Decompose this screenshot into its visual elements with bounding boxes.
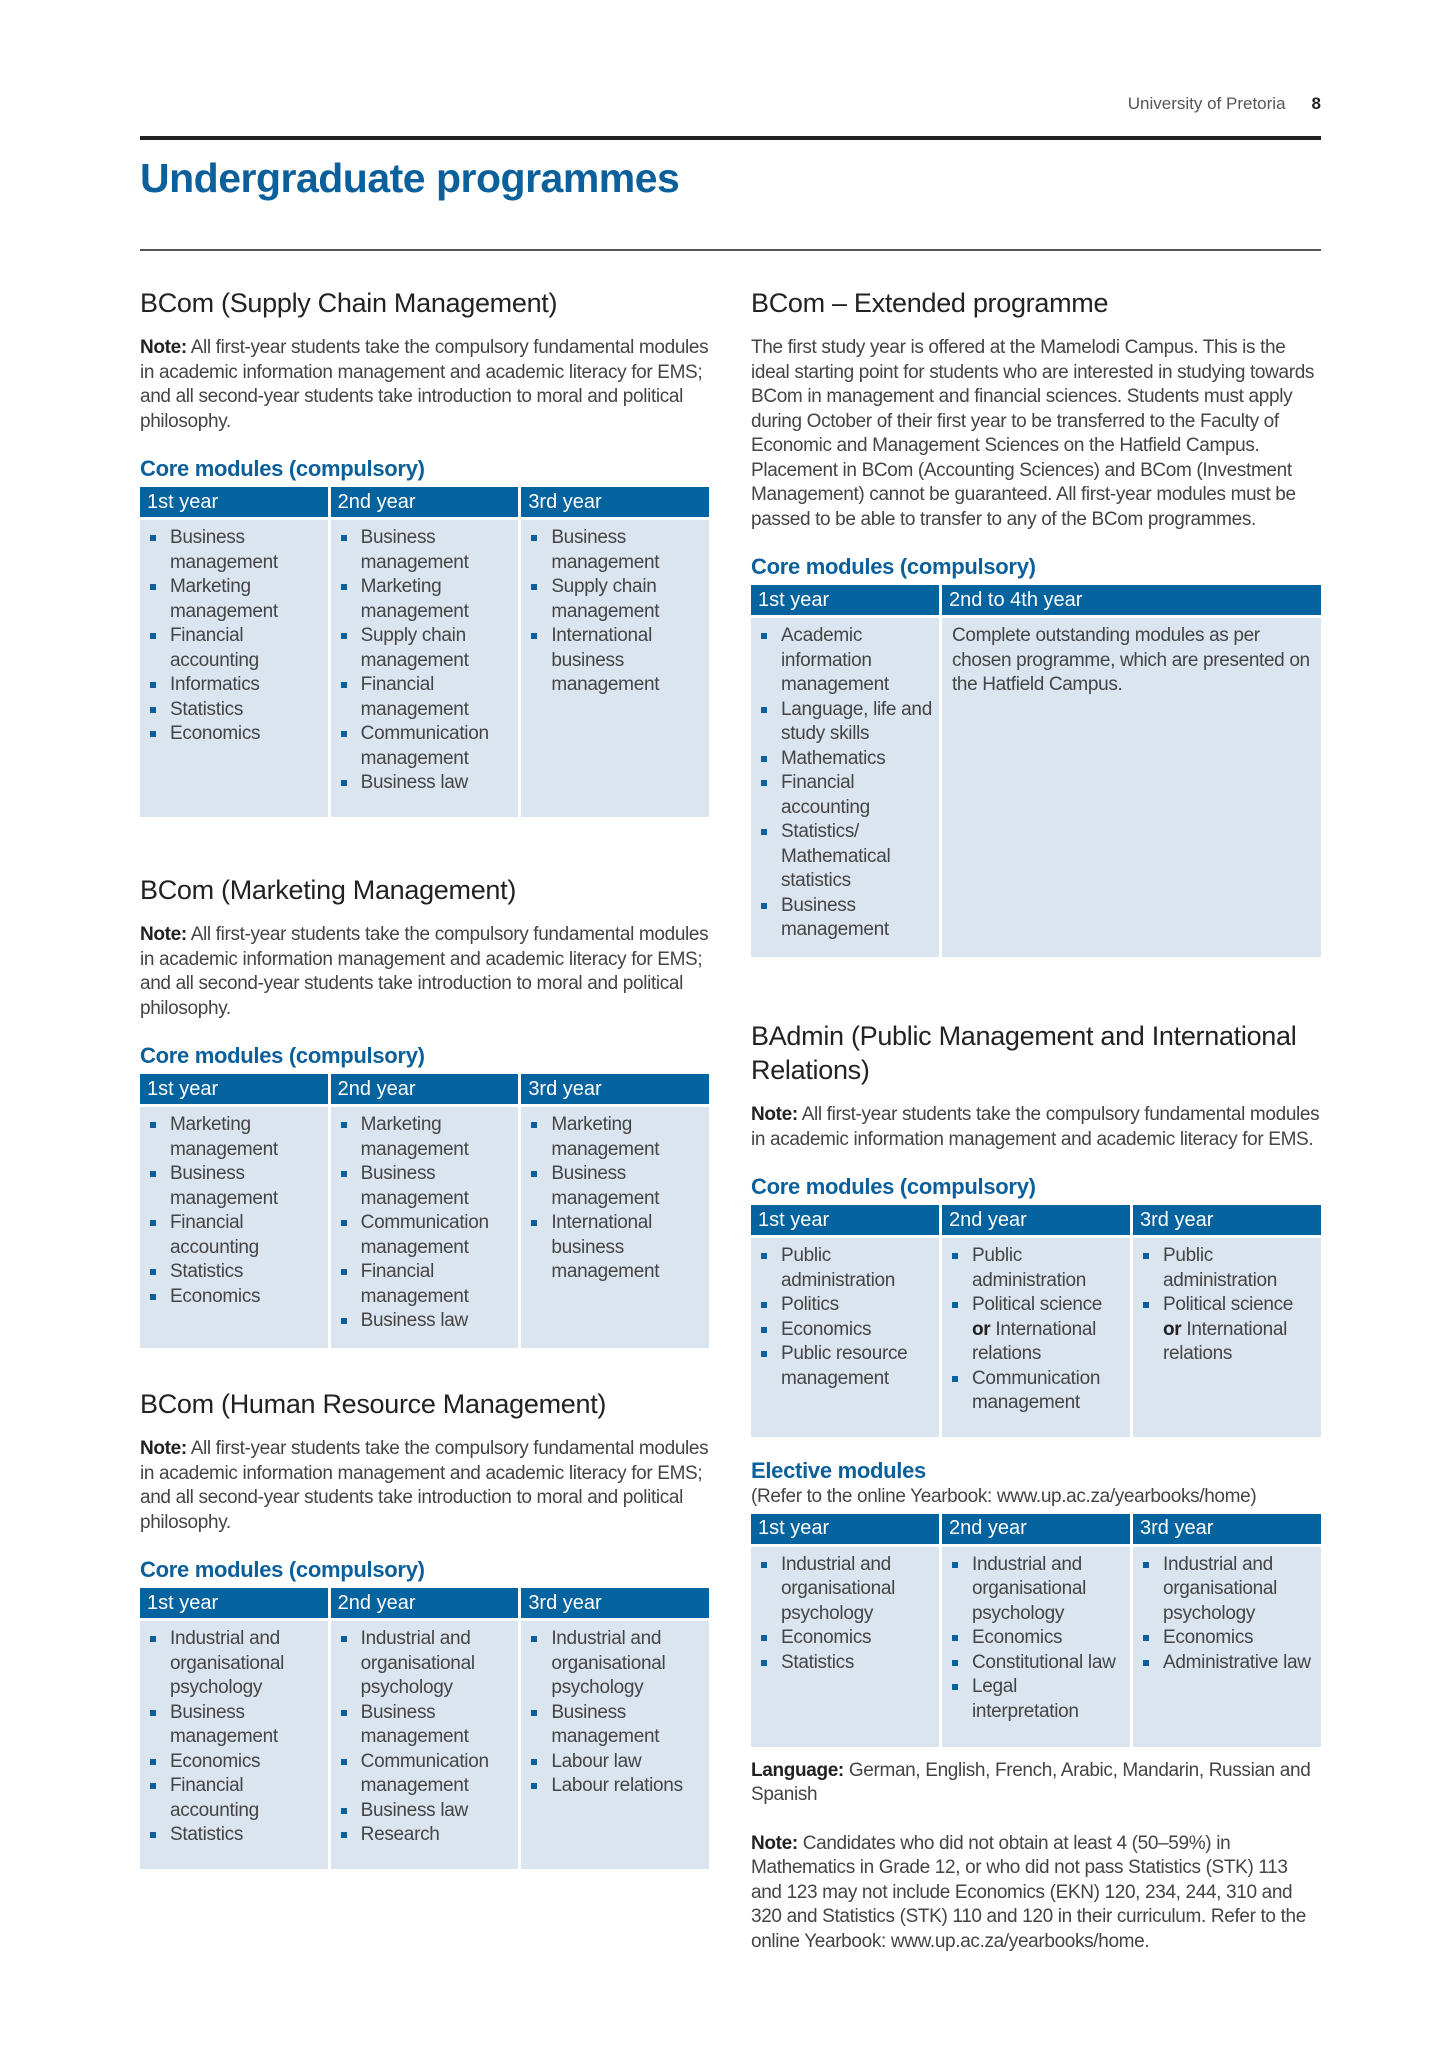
module-item: Political science or International relations <box>1139 1293 1315 1367</box>
section-note: Note: All first-year students take the compulsory fundamental modules in academic information management and academic literacy for EMS. <box>751 1104 1320 1150</box>
section-heading: BCom (Supply Chain Management) <box>140 288 558 318</box>
core-modules-table <box>748 1205 1324 1437</box>
section-hrm <box>140 1387 709 1869</box>
core-modules-label: Core modules (compulsory) <box>751 1174 1036 1199</box>
cell-text: Complete outstanding modules as per chosen programme, which are presented on the Hatfield Campus. <box>952 625 1310 695</box>
module-item: Industrial and organisational psychology <box>146 1627 322 1701</box>
module-item: Informatics <box>146 673 322 698</box>
page-number: 8 <box>1311 94 1321 113</box>
module-item: Marketing management <box>527 1113 703 1162</box>
module-item: Legal interpretation <box>948 1675 1124 1724</box>
module-item: Business management <box>527 1701 703 1750</box>
module-list <box>337 1113 513 1334</box>
module-item: Economics <box>146 722 322 747</box>
module-list <box>1139 1553 1315 1676</box>
core-modules-table <box>137 487 712 817</box>
module-list <box>146 1113 322 1309</box>
core-modules-label: Core modules (compulsory) <box>140 456 425 481</box>
module-item: Economics <box>757 1318 933 1343</box>
module-item: Financial accounting <box>146 624 322 673</box>
final-note: Note: Candidates who did not obtain at least 4 (50–59%) in Mathematics in Grade 12, or who did not pass Statistics (STK) 113 and 123 may not include Economics (EKN) 120, 234, 244, 310 and 320 and Statistics (STK) 110 and 120 in their curriculum. Refer to the online Yearbook: www.up.ac.za/yearbooks/home. <box>751 1832 1306 1952</box>
table-cell <box>942 1238 1130 1437</box>
module-list <box>146 526 322 747</box>
section-marketing <box>140 873 709 1348</box>
module-list <box>527 1113 703 1285</box>
column-header: 3rd year <box>521 487 709 520</box>
module-item: Political science or International relations <box>948 1293 1124 1367</box>
module-item: Statistics <box>146 1260 322 1285</box>
module-item: Communication management <box>337 722 513 771</box>
module-item: Economics <box>146 1750 322 1775</box>
column-header: 1st year <box>140 1074 328 1107</box>
module-item: Public administration <box>948 1244 1124 1293</box>
module-item: Communication management <box>948 1367 1124 1416</box>
language-note: Language: German, English, French, Arabic, Mandarin, Russian and Spanish <box>751 1759 1311 1805</box>
module-item: Business management <box>337 1701 513 1750</box>
module-item: Business management <box>146 1701 322 1750</box>
table-cell <box>1133 1547 1321 1747</box>
module-list <box>948 1553 1124 1725</box>
section-note: Note: All first-year students take the compulsory fundamental modules in academic information management and academic literacy for EMS; and all second-year students take introduction to moral and political philosophy. <box>140 1438 709 1533</box>
module-item: Language, life and study skills <box>757 698 933 747</box>
module-item: Marketing management <box>146 1113 322 1162</box>
module-list <box>527 1627 703 1799</box>
column-header: 1st year <box>751 585 939 618</box>
module-item: Industrial and organisational psychology <box>1139 1553 1315 1627</box>
module-item: Business management <box>146 526 322 575</box>
column-header: 1st year <box>751 1205 939 1238</box>
table-cell <box>751 618 939 957</box>
section-heading: BCom (Human Resource Management) <box>140 1389 607 1419</box>
module-item: Financial accounting <box>146 1774 322 1823</box>
column-header: 2nd year <box>942 1205 1130 1238</box>
module-item: Business management <box>337 1162 513 1211</box>
module-item: Public administration <box>1139 1244 1315 1293</box>
module-item: Research <box>337 1823 513 1848</box>
running-header <box>1128 94 1321 114</box>
module-item: Supply chain management <box>337 624 513 673</box>
core-modules-label: Core modules (compulsory) <box>140 1557 425 1582</box>
table-cell <box>1133 1238 1321 1437</box>
module-item: Business management <box>757 894 933 943</box>
section-heading: BAdmin (Public Management and International Relations) <box>751 1021 1297 1085</box>
module-item: Labour relations <box>527 1774 703 1799</box>
module-item: Mathematics <box>757 747 933 772</box>
module-item: Business law <box>337 1309 513 1334</box>
elective-reference: (Refer to the online Yearbook: www.up.ac.za/yearbooks/home) <box>751 1486 1257 1507</box>
table-cell <box>751 1238 939 1437</box>
table-cell <box>140 1107 328 1348</box>
header-rule <box>140 136 1321 140</box>
module-item: Academic information management <box>757 624 933 698</box>
module-item: Economics <box>948 1626 1124 1651</box>
section-badmin <box>751 1019 1321 1954</box>
column-header: 3rd year <box>521 1588 709 1621</box>
section-note: Note: All first-year students take the compulsory fundamental modules in academic information management and academic literacy for EMS; and all second-year students take introduction to moral and political philosophy. <box>140 337 709 432</box>
table-cell <box>140 520 328 817</box>
publisher-name: University of Pretoria <box>1127 94 1286 113</box>
section-text: The first study year is offered at the Mamelodi Campus. This is the ideal starting point for students who are interested in studying towards BCom in management and financial sciences. Students must apply during October of their first year to be transferred to the Faculty of Economic and Management Sciences on the Hatfield Campus. Placement in BCom (Accounting Sciences) and BCom (Investment Management) cannot be guaranteed. All first-year modules must be passed to be able to transfer to any of the BCom programmes. <box>751 337 1315 530</box>
section-heading: BCom – Extended programme <box>751 288 1109 318</box>
table-cell <box>140 1621 328 1869</box>
module-list <box>337 1627 513 1848</box>
module-item: Communication management <box>337 1211 513 1260</box>
module-item: Labour law <box>527 1750 703 1775</box>
module-list <box>1139 1244 1315 1367</box>
module-list <box>146 1627 322 1848</box>
elective-modules-label: Elective modules <box>751 1458 926 1483</box>
module-item: Economics <box>1139 1626 1315 1651</box>
section-heading: BCom (Marketing Management) <box>140 875 517 905</box>
title-rule <box>140 249 1321 251</box>
table-cell <box>331 520 519 817</box>
module-item: Industrial and organisational psychology <box>948 1553 1124 1627</box>
column-header: 3rd year <box>1133 1205 1321 1238</box>
column-header: 3rd year <box>1133 1514 1321 1547</box>
module-item: Marketing management <box>337 575 513 624</box>
module-list <box>527 526 703 698</box>
module-list <box>757 624 933 943</box>
core-modules-label: Core modules (compulsory) <box>751 554 1036 579</box>
module-item: Business management <box>146 1162 322 1211</box>
module-item: Public administration <box>757 1244 933 1293</box>
module-list <box>757 1553 933 1676</box>
column-header: 2nd year <box>331 1074 519 1107</box>
module-item: Financial accounting <box>146 1211 322 1260</box>
module-item: Administrative law <box>1139 1651 1315 1676</box>
module-item: Financial accounting <box>757 771 933 820</box>
module-item: Industrial and organisational psychology <box>337 1627 513 1701</box>
module-item: Business management <box>337 526 513 575</box>
module-item: Marketing management <box>337 1113 513 1162</box>
module-item: Marketing management <box>146 575 322 624</box>
module-item: International business management <box>527 1211 703 1285</box>
module-list <box>337 526 513 796</box>
module-item: Statistics <box>146 1823 322 1848</box>
section-note: Note: All first-year students take the compulsory fundamental modules in academic information management and academic literacy for EMS; and all second-year students take introduction to moral and political philosophy. <box>140 924 709 1019</box>
module-item: Economics <box>146 1285 322 1310</box>
module-item: Financial management <box>337 673 513 722</box>
module-item: Statistics/ Mathematical statistics <box>757 820 933 894</box>
module-item: Economics <box>757 1626 933 1651</box>
column-header: 3rd year <box>521 1074 709 1107</box>
column-header: 2nd year <box>331 1588 519 1621</box>
module-item: Business law <box>337 1799 513 1824</box>
column-header: 1st year <box>751 1514 939 1547</box>
core-modules-label: Core modules (compulsory) <box>140 1043 425 1068</box>
module-item: Industrial and organisational psychology <box>527 1627 703 1701</box>
section-extended <box>751 286 1321 957</box>
column-header: 1st year <box>140 1588 328 1621</box>
column-header: 2nd to 4th year <box>942 585 1321 618</box>
module-item: Public resource management <box>757 1342 933 1391</box>
module-list <box>948 1244 1124 1416</box>
table-cell <box>331 1107 519 1348</box>
module-item: Business management <box>527 526 703 575</box>
column-header: 2nd year <box>331 487 519 520</box>
module-item: Business management <box>527 1162 703 1211</box>
module-item: Business law <box>337 771 513 796</box>
module-item: Constitutional law <box>948 1651 1124 1676</box>
module-item: Statistics <box>757 1651 933 1676</box>
module-list <box>757 1244 933 1391</box>
module-item: Politics <box>757 1293 933 1318</box>
module-item: Supply chain management <box>527 575 703 624</box>
core-modules-table <box>137 1074 712 1348</box>
section-scm <box>140 286 709 817</box>
table-cell <box>521 1621 709 1869</box>
table-cell <box>521 1107 709 1348</box>
column-header: 1st year <box>140 487 328 520</box>
module-item: Statistics <box>146 698 322 723</box>
elective-modules-table <box>748 1514 1324 1747</box>
page-title: Undergraduate programmes <box>140 155 680 201</box>
module-item: Communication management <box>337 1750 513 1799</box>
table-cell <box>331 1621 519 1869</box>
column-header: 2nd year <box>942 1514 1130 1547</box>
table-cell <box>521 520 709 817</box>
module-item: Industrial and organisational psychology <box>757 1553 933 1627</box>
table-cell <box>942 618 1321 957</box>
module-item: International business management <box>527 624 703 698</box>
table-cell <box>942 1547 1130 1747</box>
module-item: Financial management <box>337 1260 513 1309</box>
core-modules-table <box>748 585 1324 957</box>
table-cell <box>751 1547 939 1747</box>
core-modules-table <box>137 1588 712 1869</box>
